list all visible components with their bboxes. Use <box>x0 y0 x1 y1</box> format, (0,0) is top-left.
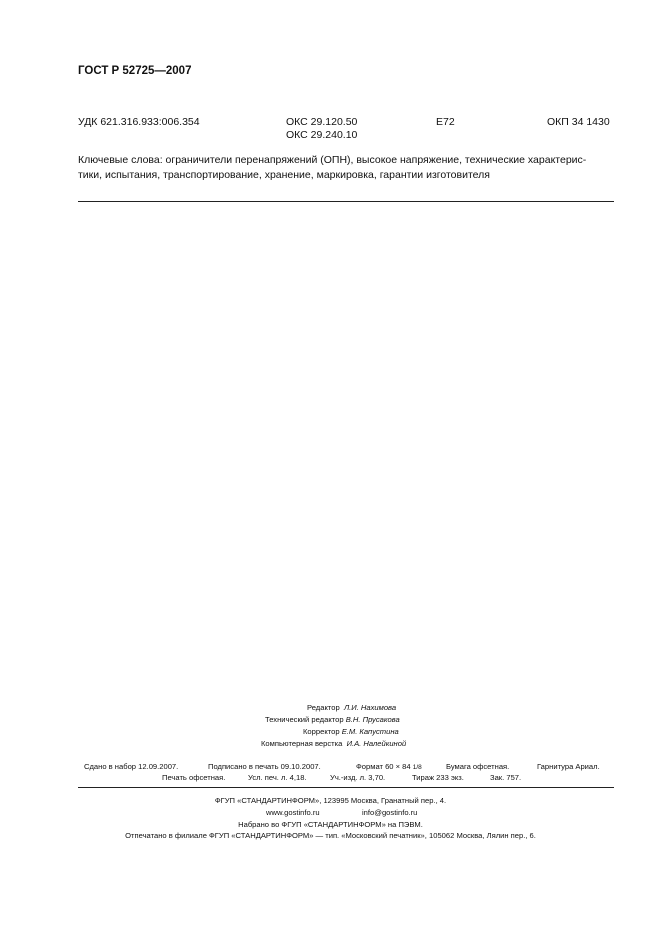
publisher-typeset-note: Набрано во ФГУП «СТАНДАРТИНФОРМ» на ПЭВМ. <box>238 820 423 829</box>
layout-label: Компьютерная верстка <box>261 739 343 748</box>
format-fraction: 1/8 <box>412 764 422 771</box>
publisher-email[interactable]: info@gostinfo.ru <box>362 808 418 817</box>
corrector-label: Корректор <box>303 727 340 736</box>
oks-code-1: ОКС 29.120.50 <box>286 116 358 128</box>
keywords-line-1: Ключевые слова: ограничители перенапряжений (ОПН), высокое напряжение, технические характерис- <box>78 154 587 166</box>
corrector-name: Е.М. Капустина <box>341 727 399 736</box>
layout-credit <box>261 739 406 748</box>
imprint-paper: Бумага офсетная. <box>446 762 510 771</box>
editor-label: Редактор <box>307 703 340 712</box>
publisher-address: ФГУП «СТАНДАРТИНФОРМ», 123995 Москва, Гранатный пер., 4. <box>214 796 447 805</box>
oks-code-2: ОКС 29.240.10 <box>286 129 358 141</box>
keywords <box>78 153 618 183</box>
imprint-format: Формат 60 × 84 1/8 <box>356 762 422 771</box>
imprint-pub-sheets: Уч.-изд. л. 3,70. <box>330 773 386 782</box>
imprint-order: Зак. 757. <box>490 773 522 782</box>
okp-code: ОКП 34 1430 <box>547 116 610 128</box>
imprint-signed: Подписано в печать 09.10.2007. <box>208 762 321 771</box>
standard-number: ГОСТ Р 52725—2007 <box>78 65 192 77</box>
imprint-font: Гарнитура Ариал. <box>537 762 600 771</box>
section-divider-top <box>78 201 614 202</box>
editor-credit <box>307 703 396 712</box>
tech-editor-credit <box>265 715 400 724</box>
keywords-line-2: тики, испытания, транспортирование, хранение, маркировка, гарантии изготовителя <box>78 169 490 181</box>
group-code: Е72 <box>436 116 455 128</box>
imprint-copies: Тираж 233 экз. <box>412 773 464 782</box>
publisher-website[interactable]: www.gostinfo.ru <box>266 808 320 817</box>
imprint-print: Печать офсетная. <box>162 773 226 782</box>
corrector-credit <box>303 727 399 736</box>
tech-editor-name: В.Н. Прусакова <box>345 715 400 724</box>
editor-name: Л.И. Нахимова <box>343 703 397 712</box>
imprint-sheets: Усл. печ. л. 4,18. <box>248 773 307 782</box>
udk-code: УДК 621.316.933:006.354 <box>78 116 200 128</box>
layout-name: И.А. Налейкиной <box>346 739 407 748</box>
section-divider-bottom <box>78 787 614 788</box>
imprint-typeset: Сдано в набор 12.09.2007. <box>84 762 179 771</box>
publisher-printer-note: Отпечатано в филиале ФГУП «СТАНДАРТИНФОРМ» — тип. «Московский печатник», 105062 Москва, Лялин пер., 6. <box>125 831 536 840</box>
tech-editor-label: Технический редактор <box>265 715 344 724</box>
